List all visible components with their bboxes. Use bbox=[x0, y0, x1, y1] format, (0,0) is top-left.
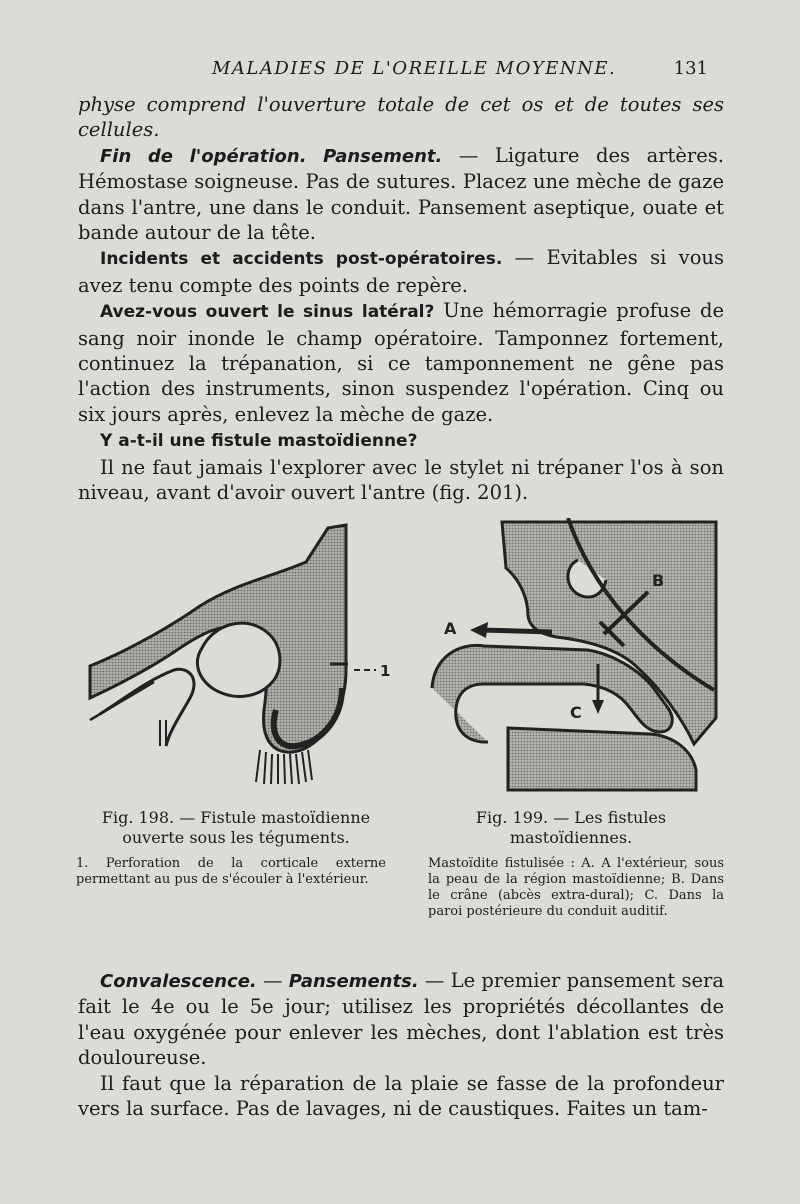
paragraph-fistule-heading bbox=[78, 427, 724, 454]
paragraph-incidents bbox=[78, 245, 724, 298]
paragraph-text: Une hémorragie profuse de sang noir inonde le champ opératoire. Tamponnez fortement, continuez la trépanation, si ce tamponnement ne gêne pas l'action des instruments, sinon suspendez l'opération. Cinq ou six jours après, enlevez la mèche de gaze. bbox=[78, 299, 724, 426]
lower-bone-mass bbox=[508, 728, 696, 790]
figure-199-caption: Fig. 199. — Les fistules mastoïdiennes. bbox=[475, 808, 667, 847]
paragraph-fistule-text: Il ne faut jamais l'explorer avec le stylet ni trépaner l'os à son niveau, avant d'avoir ouvert l'antre (fig. 201). bbox=[78, 455, 724, 505]
paragraph-convalescence bbox=[78, 968, 724, 1071]
heading-incidents: Incidents et accidents post-opératoires. bbox=[100, 249, 503, 270]
top-text-block bbox=[78, 92, 724, 506]
page-number: 131 bbox=[673, 58, 708, 79]
arrow-c-head bbox=[592, 700, 604, 714]
arrow-a-shaft bbox=[480, 630, 552, 632]
paragraph-continuation: physe comprend l'ouverture totale de cet os et de toutes ses cellules. bbox=[78, 93, 724, 142]
antrum-cavity bbox=[197, 623, 280, 696]
heading-fin-operation: Fin de l'opération. Pansement. bbox=[100, 145, 443, 167]
label-a: A bbox=[444, 619, 457, 638]
paragraph-text: — Ligature des artères. Hémostase soigneuse. Pas de sutures. Placez une mèche de gaze dans l'antre, une dans le conduit. Pansement aseptique, ouate et bande autour de la tête. bbox=[78, 143, 724, 245]
page-header bbox=[0, 58, 800, 86]
running-title: MALADIES DE L'OREILLE MOYENNE. bbox=[212, 58, 617, 79]
heading-convalescence: Convalescence. bbox=[100, 971, 257, 992]
bottom-text-block bbox=[78, 968, 724, 1121]
figure-198-caption: Fig. 198. — Fistule mastoïdienne ouverte sous les téguments. bbox=[101, 808, 371, 847]
heading-fistule: Y a-t-il une fistule mastoïdienne? bbox=[100, 431, 418, 452]
figure-198-legend: 1. Perforation de la corticale externe permettant au pus de s'écouler à l'extérieur. bbox=[76, 856, 386, 887]
label-c: C bbox=[570, 703, 582, 722]
label-1: 1 bbox=[380, 662, 391, 680]
figure-198-illustration bbox=[84, 520, 420, 790]
paragraph-fin-operation bbox=[78, 143, 724, 246]
arrow-a-head bbox=[470, 622, 488, 638]
figure-199-illustration bbox=[424, 518, 724, 794]
paragraph-text: — Le premier pansement sera fait le 4e ou le 5e jour; utilisez les propriétés décollantes de l'eau oxygénée pour enlever les mèches, dont l'ablation est très douloureuse. bbox=[78, 969, 724, 1070]
muscle-fibers-left bbox=[160, 720, 166, 746]
paragraph-reparation: Il faut que la réparation de la plaie se fasse de la profondeur vers la surface. Pas de lavages, ni de caustiques. Faites un tam- bbox=[78, 1071, 724, 1121]
heading-sinus-lateral: Avez-vous ouvert le sinus latéral? bbox=[100, 302, 435, 323]
heading-dash: — bbox=[256, 969, 289, 992]
paragraph-sinus-lateral bbox=[78, 298, 724, 427]
muscle-fibers-bottom bbox=[256, 750, 312, 784]
label-b: B bbox=[652, 571, 665, 590]
heading-pansements: Pansements. bbox=[288, 971, 419, 992]
figure-199-legend: Mastoïdite fistulisée : A. A l'extérieur, sous la peau de la région mastoïdienne; B. Dans le crâne (abcès extra-dural); C. Dans la paroi postérieure du conduit auditif. bbox=[428, 856, 724, 919]
paragraph-text: — Evitables si vous avez tenu compte des points de repère. bbox=[78, 246, 724, 297]
